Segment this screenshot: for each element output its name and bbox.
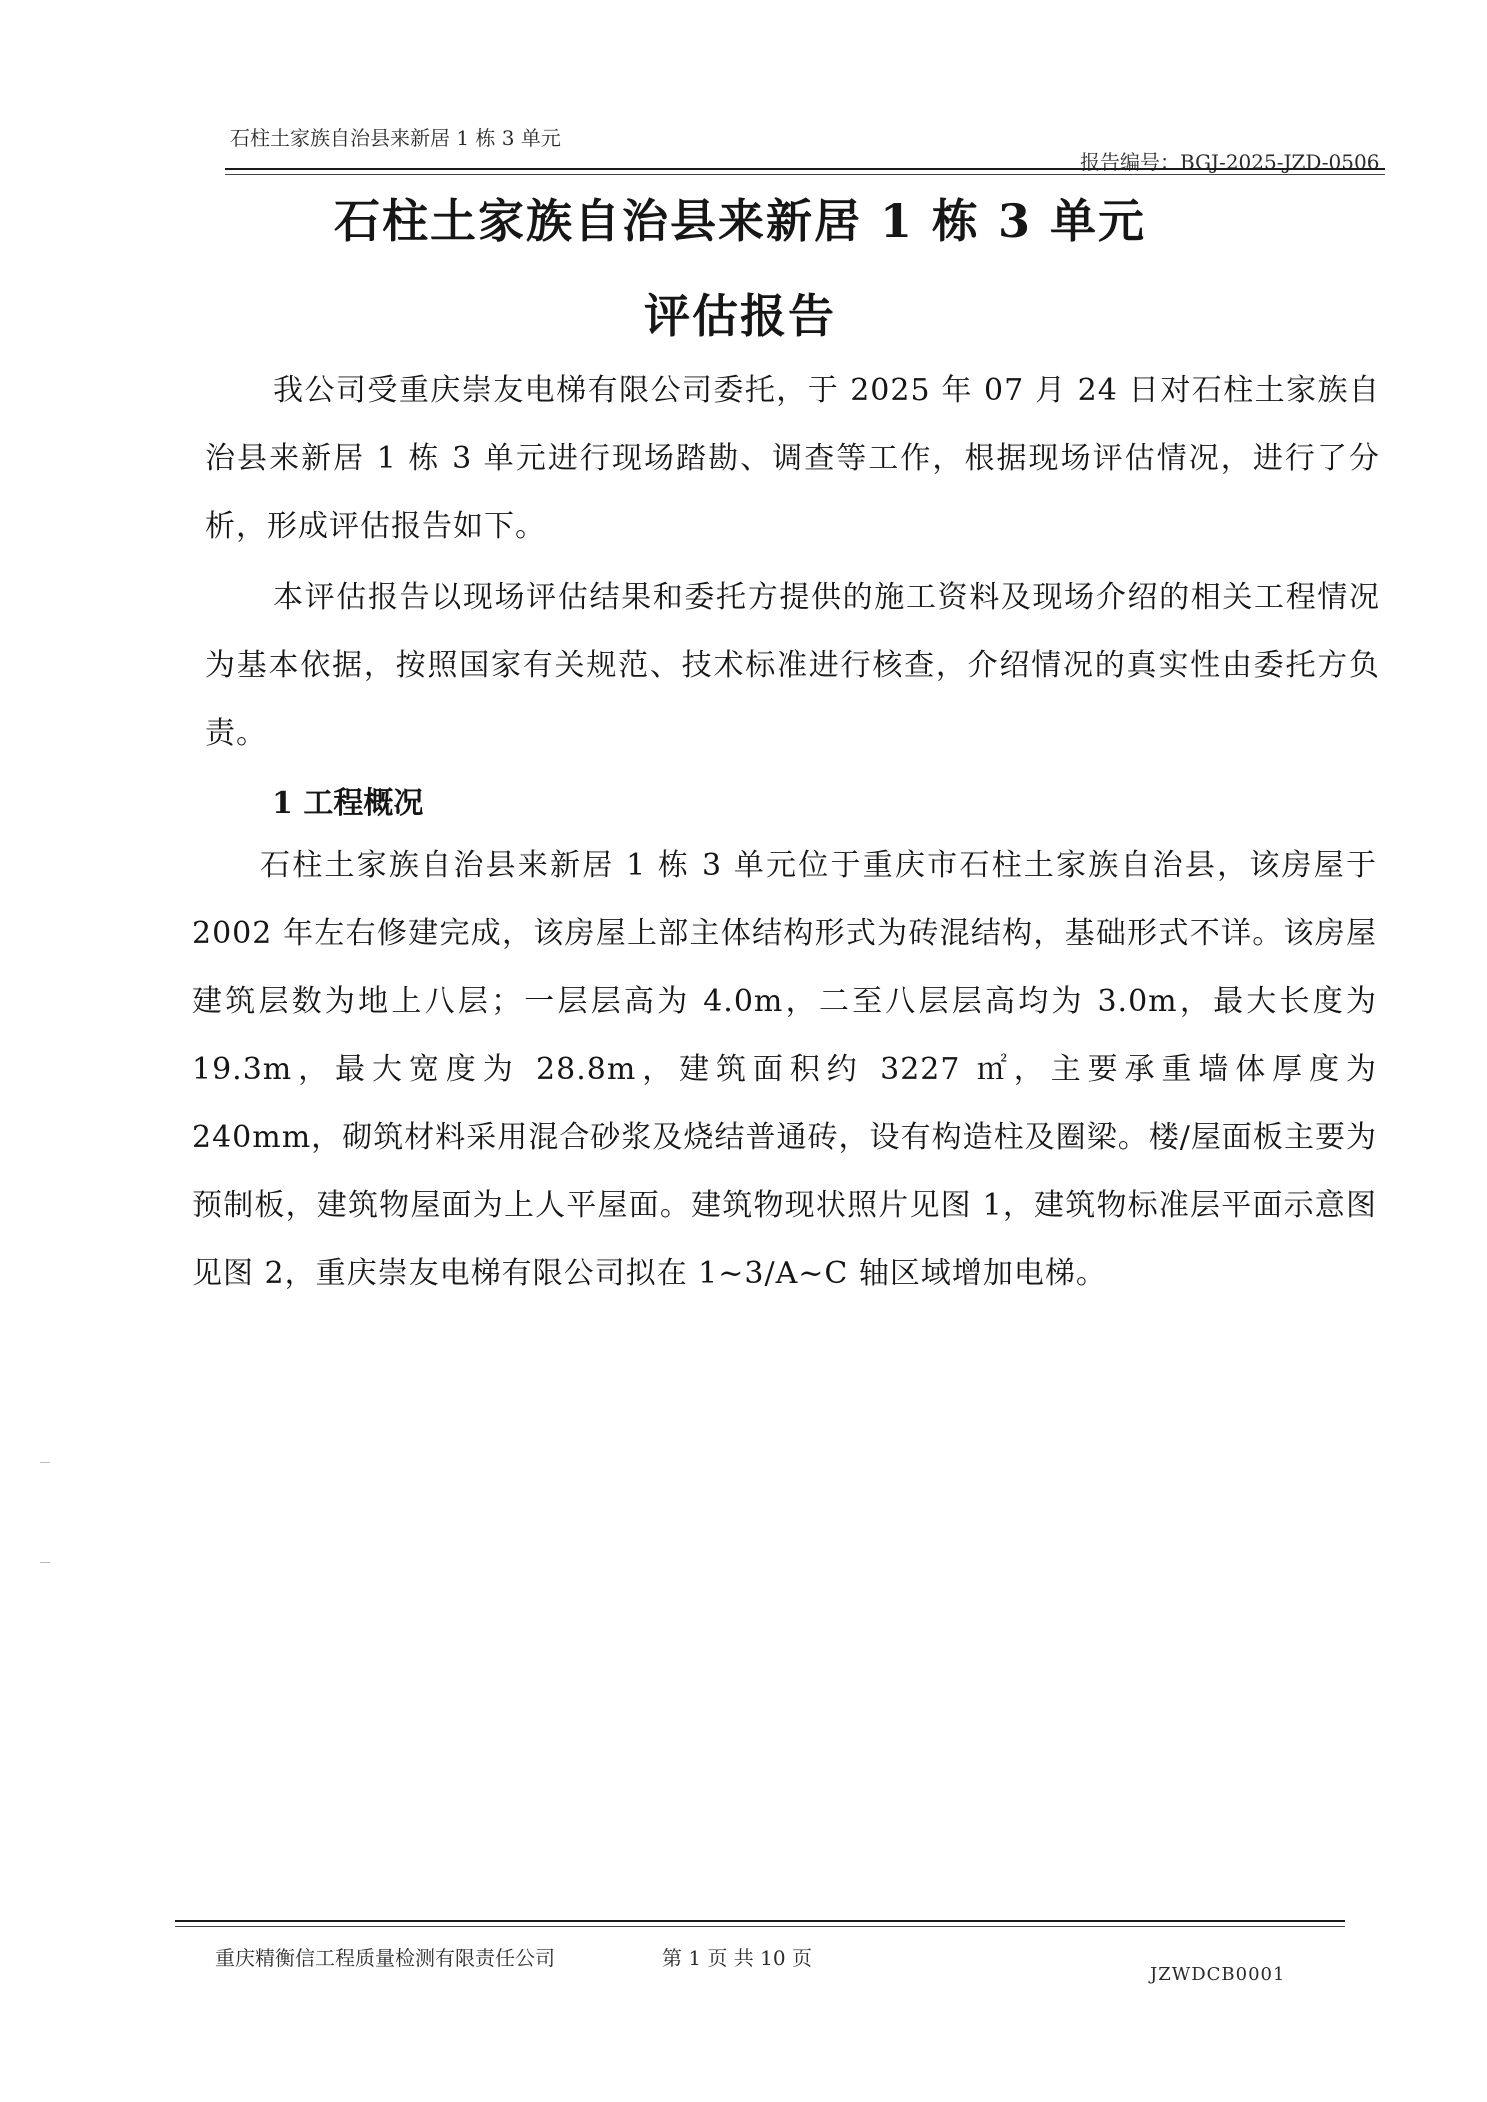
section-heading-overview: 1 工程概况 [272,786,424,821]
header-divider [225,168,1385,170]
overview-paragraph: 石柱土家族自治县来新居 1 栋 3 单元位于重庆市石柱土家族自治县，该房屋于 2002 年左右修建完成，该房屋上部主体结构形式为砖混结构，基础形式不详。该房屋建筑层数为地上八层；一层层高为 4.0m，二至八层层高均为 3.0m，最大长度为 19.3m，最大宽度为 28.8m，建筑面积约 3227 ㎡，主要承重墙体厚度为 240mm，砌筑材料采用混合砂浆及烧结普通砖，设有构造柱及圈梁。楼/屋面板主要为预制板，建筑物屋面为上人平屋面。建筑物现状照片见图 1，建筑物标准层平面示意图见图 2，重庆崇友电梯有限公司拟在 1~3/A~C 轴区域增加电梯。 [192,848,1377,1291]
footer-company: 重庆精衡信工程质量检测有限责任公司 [215,1946,555,1970]
footer-doc-code: JZWDCB0001 [1150,1964,1286,1985]
footer-divider [175,1920,1345,1922]
basis-paragraph: 本评估报告以现场评估结果和委托方提供的施工资料及现场介绍的相关工程情况为基本依据，按照国家有关规范、技术标准进行核查，介绍情况的真实性由委托方负责。 [205,580,1380,751]
header-project-name: 石柱土家族自治县来新居 1 栋 3 单元 [230,126,561,150]
scan-mark [40,1462,50,1463]
footer-page-number: 第 1 页 共 10 页 [662,1946,812,1970]
footer-divider-thin [175,1926,1345,1927]
header-divider-thin [225,174,1385,175]
header-report-number: 报告编号：BGJ-2025-JZD-0506 [1080,150,1380,174]
document-title: 石柱土家族自治县来新居 1 栋 3 单元 [333,194,1147,248]
document-subtitle: 评估报告 [644,289,836,343]
intro-paragraph: 我公司受重庆崇友电梯有限公司委托，于 2025 年 07 月 24 日对石柱土家族自治县来新居 1 栋 3 单元进行现场踏勘、调查等工作，根据现场评估情况，进行了分析，形成评估报告如下。 [205,373,1380,544]
scan-mark [40,1562,50,1563]
